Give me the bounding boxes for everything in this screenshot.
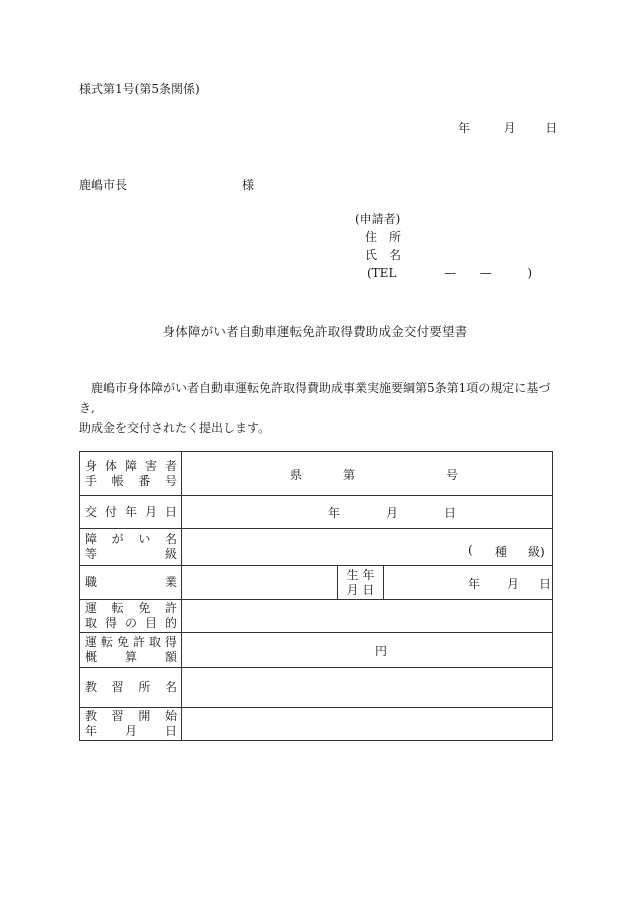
date-year: 年 [458, 121, 471, 135]
birth-date-label: 生 年 月 日 [338, 566, 384, 600]
tel-dash-2: — [479, 266, 492, 280]
document-title: 身体障がい者自動車運転免許取得費助成金交付要望書 [162, 324, 468, 339]
grade-open: ( [468, 543, 473, 557]
purpose-field[interactable] [182, 600, 553, 633]
issue-year: 年 [328, 506, 341, 520]
handbook-ken: 県 [290, 467, 303, 482]
yen-unit: 円 [375, 644, 388, 658]
purpose-row [80, 600, 553, 633]
submission-date [458, 119, 557, 136]
occupation-row [80, 566, 553, 600]
date-month: 月 [503, 121, 516, 135]
grade-close: 級) [528, 545, 545, 559]
occupation-field[interactable] [182, 566, 338, 600]
start-date-label: 教 習 開 始 年 月 日 [80, 708, 182, 741]
school-row [80, 668, 553, 708]
birth-date-field[interactable] [384, 566, 553, 600]
applicant-block [355, 210, 532, 282]
body-text [79, 378, 559, 438]
addressee-name: 鹿嶋市長 [79, 178, 128, 192]
disability-field[interactable] [182, 529, 553, 566]
grade-type: 種 [495, 545, 508, 559]
issue-date-label: 交 付 年 月 日 [80, 496, 182, 529]
address-label: 住 所 [365, 230, 402, 244]
school-field[interactable] [182, 668, 553, 708]
handbook-row [80, 452, 553, 496]
body-line-2: 助成金を交付されたく提出します。 [79, 421, 271, 435]
purpose-label: 運 転 免 許 取 得 の 目 的 [80, 600, 182, 633]
tel-close: ) [527, 266, 533, 280]
tel-line [355, 264, 532, 282]
handbook-label [80, 452, 182, 496]
addressee-honorific: 様 [242, 178, 255, 192]
applicant-label: (申請者) [355, 212, 401, 226]
issue-date-field[interactable] [182, 496, 553, 529]
start-date-row [80, 708, 553, 741]
occupation-label: 職 業 [80, 566, 182, 600]
cost-row [80, 633, 553, 668]
name-label: 氏 名 [365, 248, 402, 262]
issue-day: 日 [444, 506, 457, 520]
handbook-gou: 号 [446, 467, 459, 482]
handbook-number-field[interactable] [182, 452, 553, 496]
cost-field[interactable] [182, 633, 553, 668]
handbook-dai: 第 [343, 467, 356, 482]
handbook-label-line-1: 身 体 障 害 者 [85, 458, 177, 473]
issue-month: 月 [386, 506, 399, 520]
body-line-1: 鹿嶋市身体障がい者自動車運転免許取得費助成事業実施要綱第5条第1項の規定に基づき, [79, 381, 551, 415]
cost-label: 運 転 免 許 取 得 概 算 額 [80, 633, 182, 668]
date-day: 日 [545, 121, 558, 135]
addressee [79, 176, 255, 193]
tel-open: (TEL [367, 266, 397, 280]
disability-label: 障 が い 名 等 級 [80, 529, 182, 566]
birth-month: 月 [507, 576, 520, 591]
birth-year: 年 [468, 576, 481, 591]
form-number: 様式第1号(第5条関係) [79, 82, 200, 96]
disability-row [80, 529, 553, 566]
birth-day: 日 [539, 576, 552, 591]
tel-dash-1: — [444, 266, 457, 280]
school-label: 教 習 所 名 [80, 668, 182, 708]
application-form-table [79, 451, 553, 741]
handbook-label-line-2: 手 帳 番 号 [85, 473, 177, 488]
start-date-field[interactable] [182, 708, 553, 741]
issue-date-row [80, 496, 553, 529]
